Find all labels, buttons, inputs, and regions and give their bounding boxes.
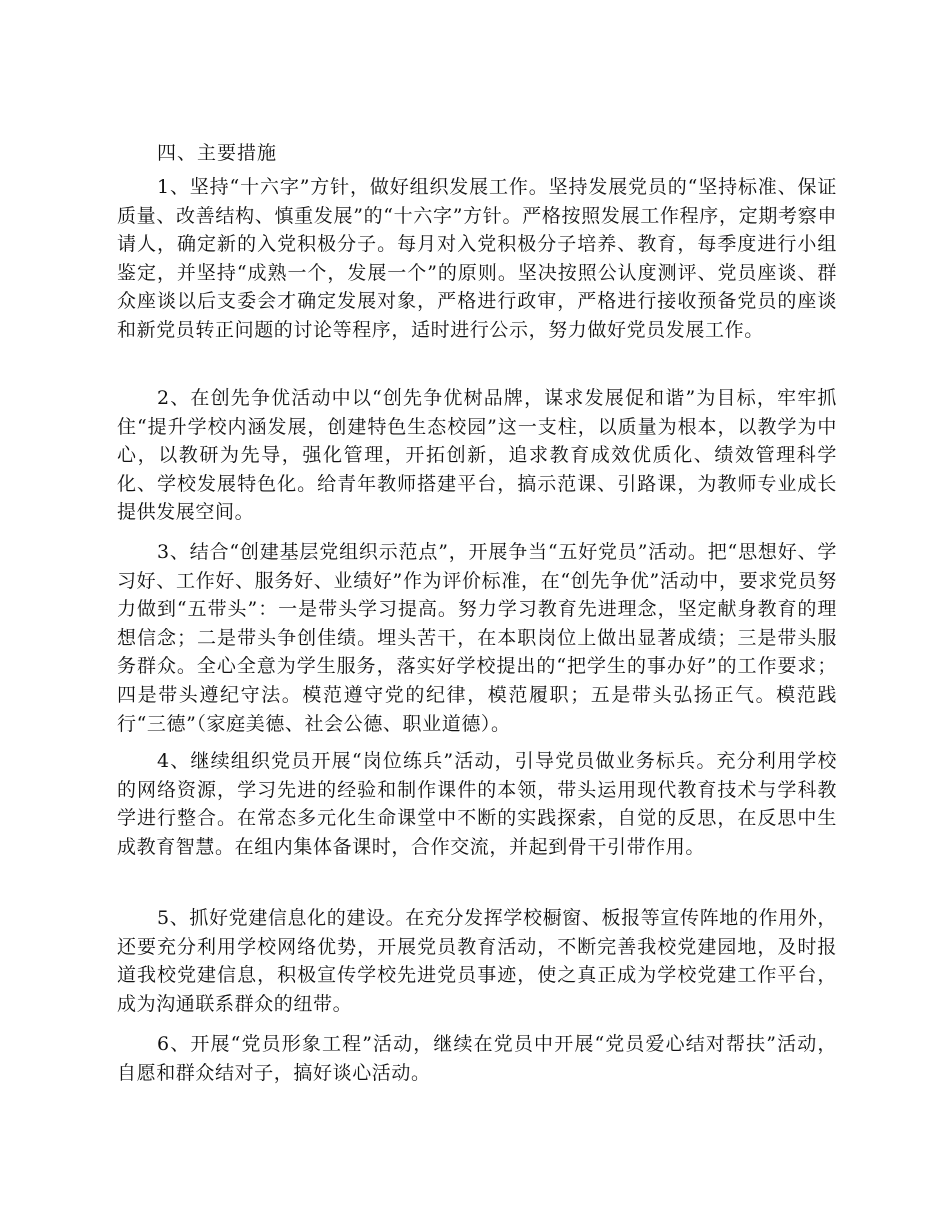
paragraph-1: 1、坚持“十六字”方针，做好组织发展工作。坚持发展党员的“坚持标准、保证质量、改善结构、慎重发展”的“十六字”方针。严格按照发展工作程序，定期考察申请人，确定新的入党积极分子。每月对入党积极分子培养、教育，每季度进行小组鉴定，并坚持“成熟一个，发展一个”的原则。坚决按照公认度测评、党员座谈、群众座谈以后支委会才确定发展对象，严格进行政审，严格进行接收预备党员的座谈和新党员转正问题的讨论等程序，适时进行公示，努力做好党员发展工作。 (117, 176, 837, 341)
paragraph-5: 5、抓好党建信息化的建设。在充分发挥学校橱窗、板报等宣传阵地的作用外，还要充分利用学校网络优势，开展党员教育活动，不断完善我校党建园地，及时报道我校党建信息，积极宣传学校先进党员事迹，使之真正成为学校党建工作平台，成为沟通联系群众的纽带。 (117, 907, 837, 1015)
paragraph-2: 2、在创先争优活动中以“创先争优树品牌，谋求发展促和谐”为目标，牢牢抓住“提升学校内涵发展，创建特色生态校园”这一支柱，以质量为根本，以教学为中心，以教研为先导，强化管理，开拓创新，追求教育成效优质化、绩效管理科学化、学校发展特色化。给青年教师搭建平台，搞示范课、引路课，为教师专业成长提供发展空间。 (117, 387, 837, 524)
section-heading: 四、主要措施 (157, 142, 278, 164)
paragraph-3: 3、结合“创建基层党组织示范点”，开展争当“五好党员”活动。把“思想好、学习好、工作好、服务好、业绩好”作为评价标准，在“创先争优”活动中，要求党员努力做到“五带头”：一是带头学习提高。努力学习教育先进理念，坚定献身教育的理想信念；二是带头争创佳绩。埋头苦干，在本职岗位上做出显著成绩；三是带头服务群众。全心全意为学生服务，落实好学校提出的“把学生的事办好”的工作要求；四是带头遵纪守法。模范遵守党的纪律，模范履职；五是带头弘扬正气。模范践行“三德”（家庭美德、社会公德、职业道德）。 (117, 541, 837, 735)
paragraph-4: 4、继续组织党员开展“岗位练兵”活动，引导党员做业务标兵。充分利用学校的网络资源，学习先进的经验和制作课件的本领，带头运用现代教育技术与学科教学进行整合。在常态多元化生命课堂中不断的实践探索，自觉的反思，在反思中生成教育智慧。在组内集体备课时，合作交流，并起到骨干引带作用。 (117, 750, 837, 858)
paragraph-6: 6、开展“党员形象工程”活动，继续在党员中开展“党员爱心结对帮扶”活动，自愿和群众结对子，搞好谈心活动。 (117, 1033, 837, 1084)
